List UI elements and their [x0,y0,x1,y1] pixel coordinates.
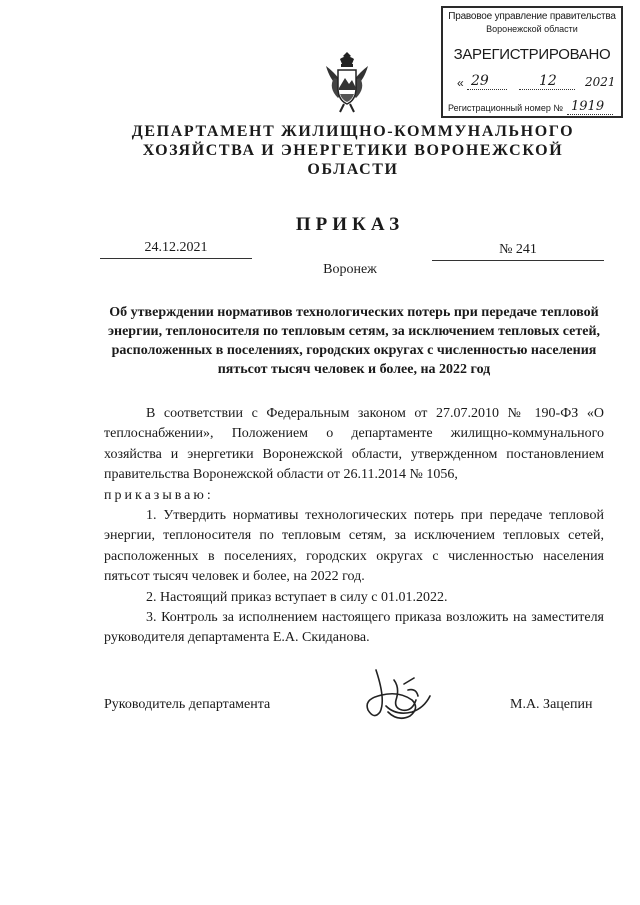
order-city: Воронеж [323,262,377,277]
stamp-status: ЗАРЕГИСТРИРОВАНО [453,46,611,63]
stamp-year: 2021 [585,75,616,89]
coat-of-arms-icon [322,50,372,114]
order-number: № 241 [499,242,537,257]
registration-stamp [441,6,623,118]
stamp-region: Воронежской области [486,24,578,34]
order-item-1: 1. Утвердить нормативы технологических потерь при передаче тепловой энергии, теплоносителя по тепловым сетям, за исключением тепловых сетей, расположенных в поселениях, городских округах с численностью населения пятьсот тысяч человек и более, на 2022 год. [104,508,604,585]
order-item-2: 2. Настоящий приказ вступает в силу с 01.01.2022. [146,589,448,605]
order-date-underline [100,258,252,259]
stamp-month: 12 [539,73,557,89]
stamp-quote: « [457,76,464,90]
stamp-date [457,73,616,92]
signatory-title: Руководитель департамента [104,697,271,712]
order-item-3: 3. Контроль за исполнением настоящего приказа возложить на заместителя руководителя департамента Е.А. Скиданова. [104,610,604,646]
order-subject: Об утверждении нормативов технологических потерь при передаче тепловой энергии, теплоносителя по тепловым сетям, за исключением тепловых сетей, расположенных в поселениях, городских округах с численностью населения пятьсот тысяч человек и более, на 2022 год [107,305,601,377]
handwritten-signature [346,660,446,740]
stamp-day: 29 [471,73,489,89]
stamp-reg-label: Регистрационный номер № [448,103,564,113]
order-date: 24.12.2021 [144,240,208,255]
stamp-authority: Правовое управление правительства [448,11,616,22]
preamble: В соответствии с Федеральным законом от 27.07.2010 № 190-ФЗ «О теплоснабжении», Положением о департаменте жилищно-коммунального хозяйства и энергетики Воронежской области, утвержденном постановлением правительства Воронежской области от 26.11.2014 № 1056, [104,406,604,483]
department-name: ДЕПАРТАМЕНТ ЖИЛИЩНО-КОММУНАЛЬНОГО ХОЗЯЙСТВА И ЭНЕРГЕТИКИ ВОРОНЕЖСКОЙ ОБЛАСТИ [131,123,575,178]
stamp-reg-number: 1919 [571,99,605,114]
order-body [104,404,604,649]
orders-word: приказываю: [104,487,214,503]
order-title: ПРИКАЗ [295,214,405,235]
signatory-name: М.А. Зацепин [510,697,593,712]
order-number-underline [432,260,604,261]
